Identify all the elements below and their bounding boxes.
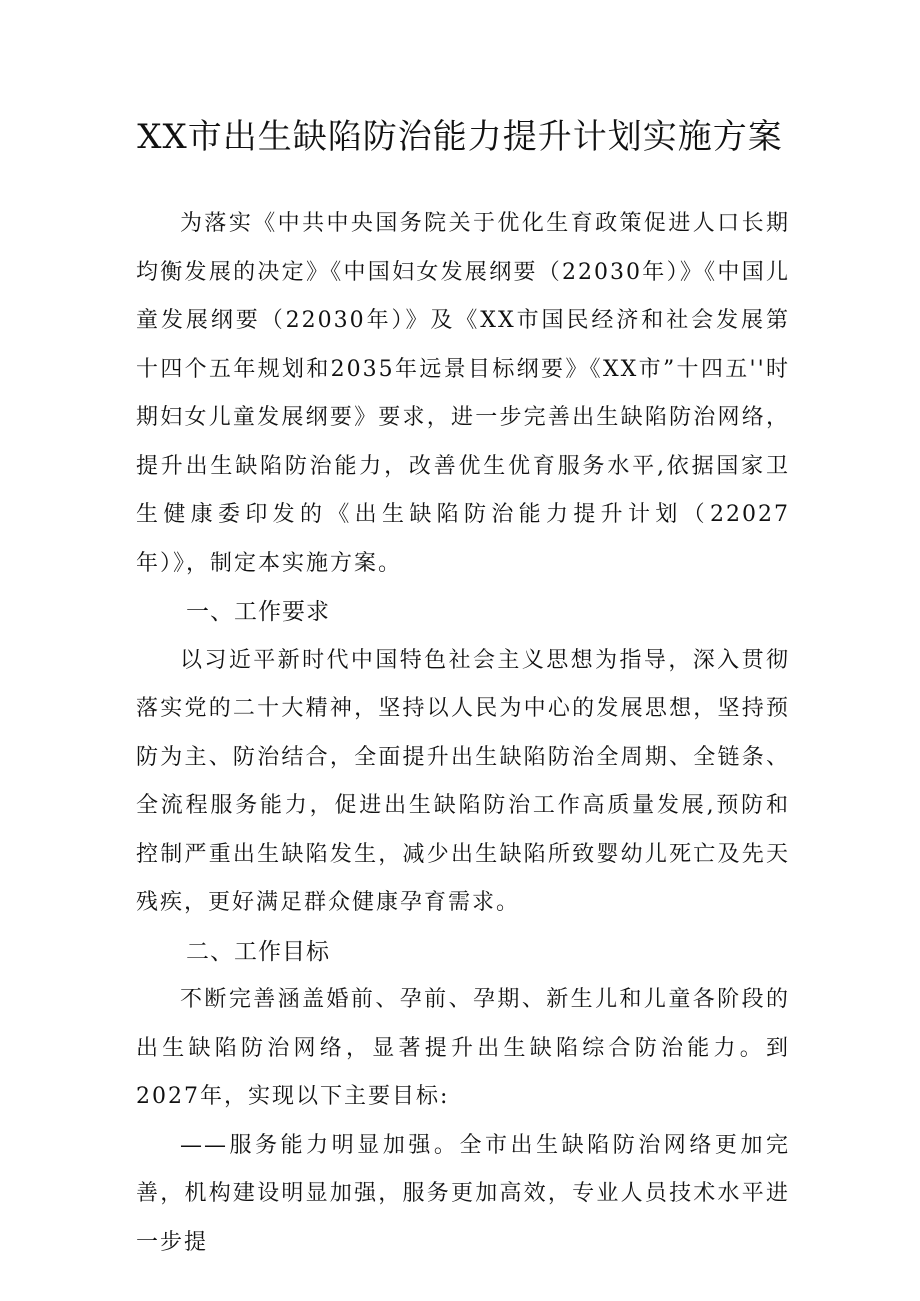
section-heading-requirements: 一、工作要求 bbox=[186, 599, 330, 625]
goal-item-service-capacity: ——服务能力明显加强。全市出生缺陷防治网络更加完善，机构建设明显加强，服务更加高效，专业人员技术水平进一步提 bbox=[136, 1132, 790, 1255]
document-title: XX市出生缺陷防治能力提升计划实施方案 bbox=[137, 117, 783, 157]
requirements-paragraph: 以习近平新时代中国特色社会主义思想为指导，深入贯彻落实党的二十大精神，坚持以人民为中心的发展思想，坚持预防为主、防治结合，全面提升出生缺陷防治全周期、全链条、全流程服务能力，促进出生缺陷防治工作高质量发展,预防和控制严重出生缺陷发生，减少出生缺陷所致婴幼儿死亡及先天残疾，更好满足群众健康孕育需求。 bbox=[136, 647, 790, 915]
intro-paragraph: 为落实《中共中央国务院关于优化生育政策促进人口长期均衡发展的决定》《中国妇女发展纲要（22030年）》《中国儿童发展纲要（22030年）》及《XX市国民经济和社会发展第十四个五年规划和2035年远景目标纲要》《XX市”十四五''时期妇女儿童发展纲要》要求，进一步完善出生缺陷防治网络，提升出生缺陷防治能力，改善优生优育服务水平,依据国家卫生健康委印发的《出生缺陷防治能力提升计划（22027年）》，制定本实施方案。 bbox=[136, 211, 790, 576]
document-body bbox=[136, 200, 790, 1267]
section-heading-goals: 二、工作目标 bbox=[186, 938, 330, 965]
goals-paragraph: 不断完善涵盖婚前、孕前、孕期、新生儿和儿童各阶段的出生缺陷防治网络，显著提升出生缺陷综合防治能力。到2027年，实现以下主要目标: bbox=[136, 987, 790, 1109]
